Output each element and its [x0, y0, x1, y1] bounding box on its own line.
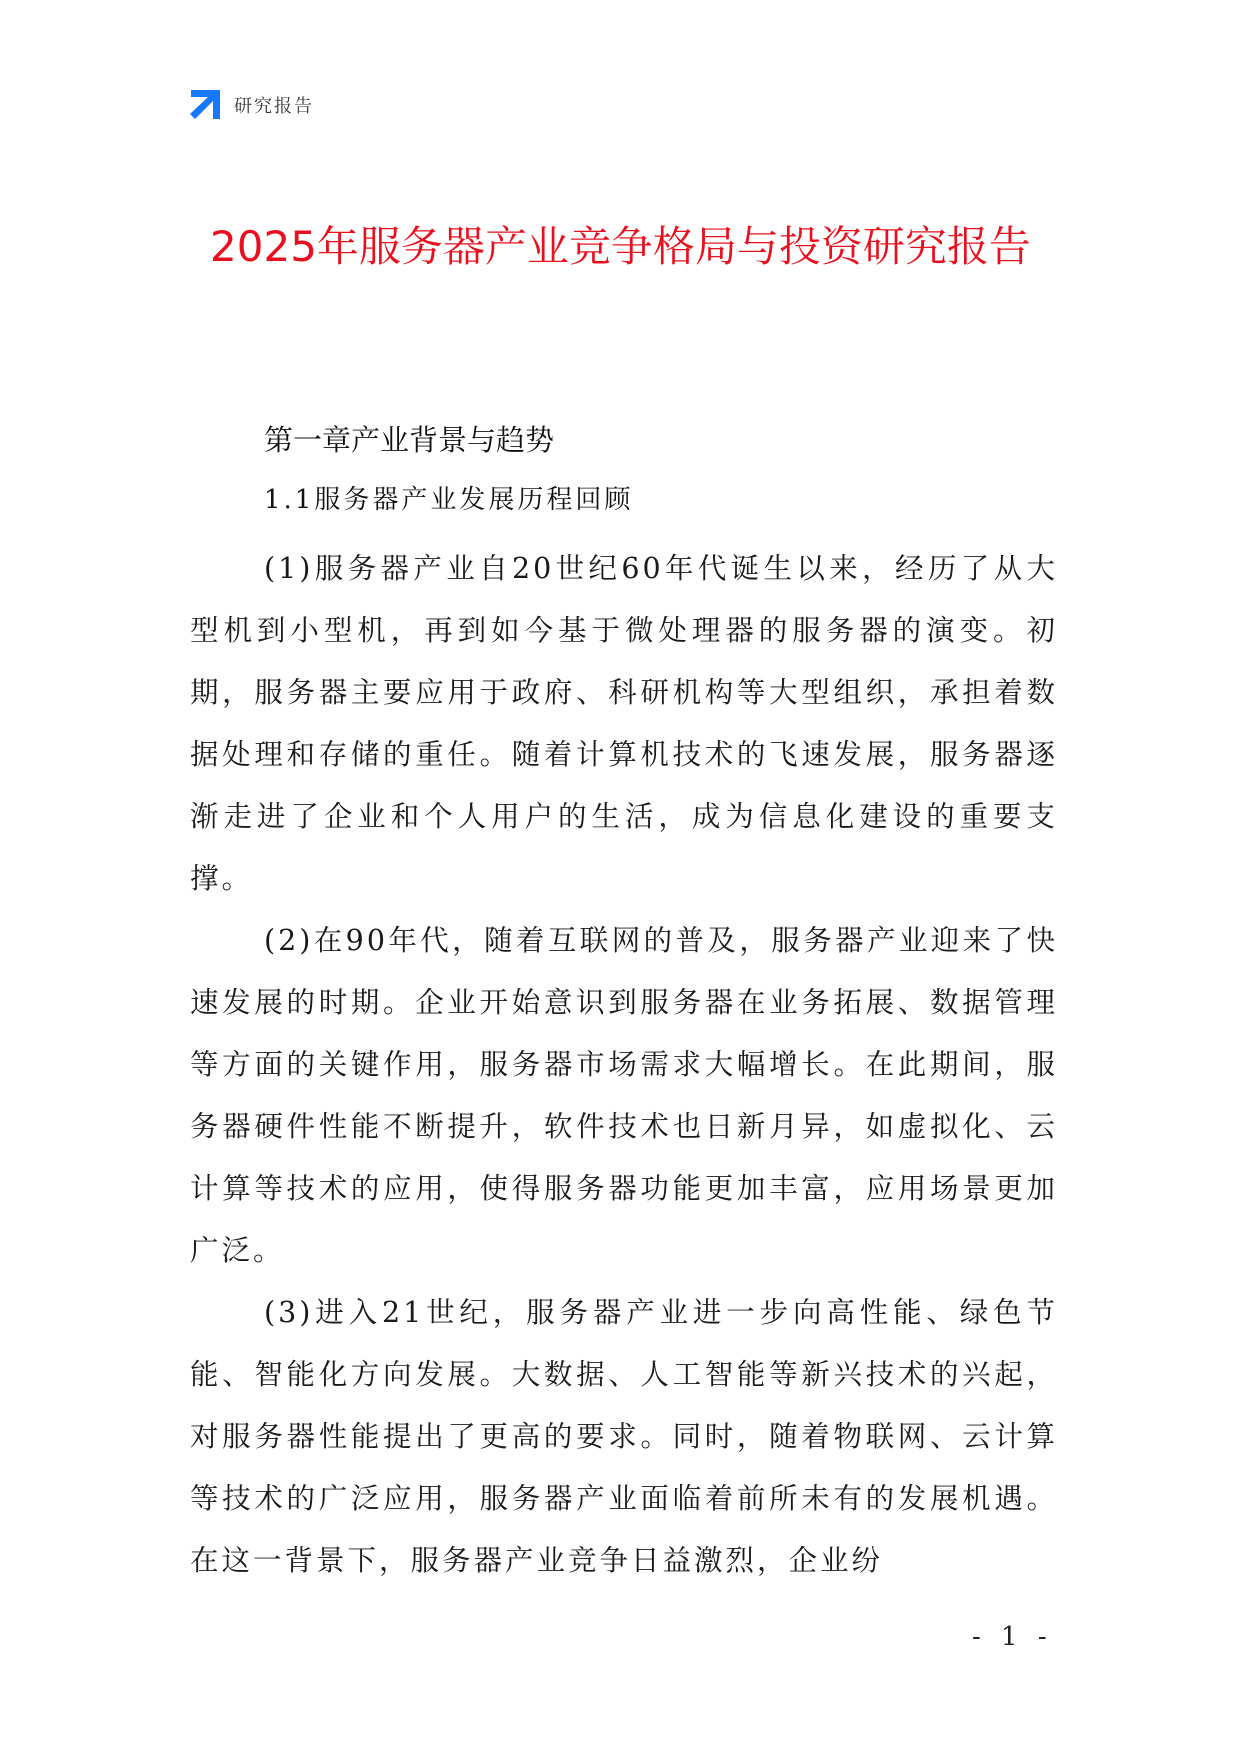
page-number: - 1 - — [972, 1622, 1053, 1652]
paragraph: (1)服务器产业自20世纪60年代诞生以来，经历了从大型机到小型机，再到如今基于微处理器的服务器的演变。初期，服务器主要应用于政府、科研机构等大型组织，承担着数据处理和存储的重任。随着计算机技术的飞速发展，服务器逐渐走进了企业和个人用户的生活，成为信息化建设的重要支撑。 — [190, 552, 1058, 895]
document-title: 2025年服务器产业竞争格局与投资研究报告 — [210, 222, 1031, 271]
report-header — [188, 88, 314, 122]
paragraph: (2)在90年代，随着互联网的普及，服务器产业迎来了快速发展的时期。企业开始意识到服务器在业务拓展、数据管理等方面的关键作用，服务器市场需求大幅增长。在此期间，服务器硬件性能不断提升，软件技术也日新月异，如虚拟化、云计算等技术的应用，使得服务器功能更加丰富，应用场景更加广泛。 — [190, 924, 1058, 1267]
header-label: 研究报告 — [234, 96, 314, 117]
brand-arrow-icon — [188, 88, 222, 122]
paragraph: (3)进入21世纪，服务器产业进一步向高性能、绿色节能、智能化方向发展。大数据、人工智能等新兴技术的兴起，对服务器性能提出了更高的要求。同时，随着物联网、云计算等技术的广泛应用，服务器产业面临着前所未有的发展机遇。在这一背景下，服务器产业竞争日益激烈，企业纷 — [190, 1296, 1058, 1577]
document-body — [190, 418, 1058, 1592]
section-heading: 1.1服务器产业发展历程回顾 — [264, 485, 634, 515]
chapter-heading: 第一章产业背景与趋势 — [264, 423, 555, 457]
